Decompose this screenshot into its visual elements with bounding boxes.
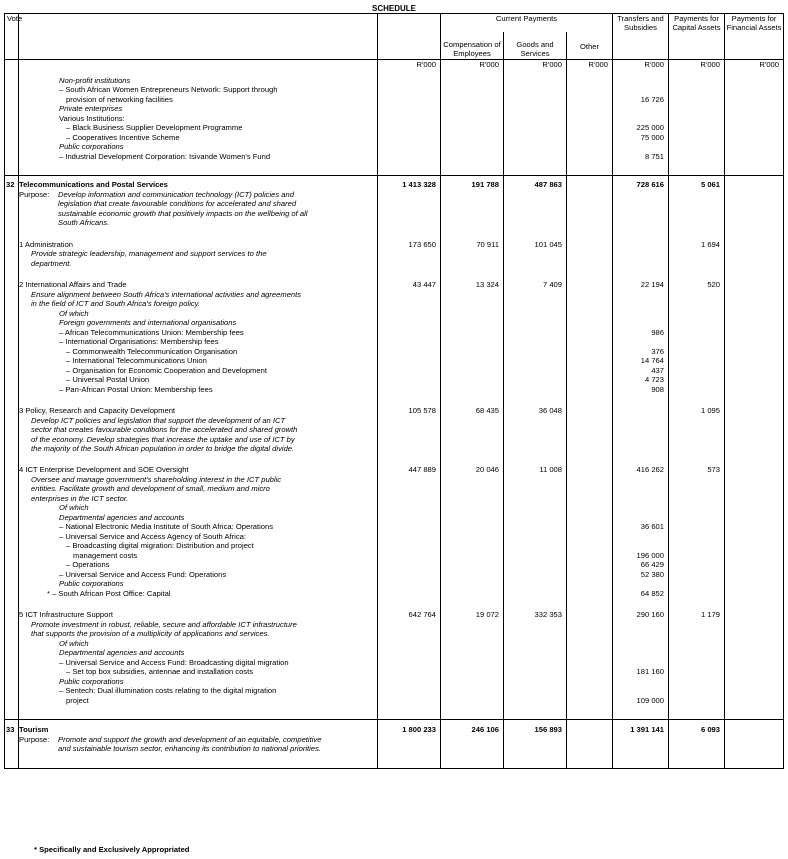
text-line: Promote investment in robust, reliable, secure and affordable ICT infrastructure <box>31 619 297 629</box>
transfer-value: 908 <box>651 384 664 394</box>
purpose-line: South Africans. <box>58 218 110 228</box>
vote-33-row <box>5 720 784 768</box>
purpose-label: Purpose: <box>19 189 50 199</box>
transfer-value: 290 160 <box>636 610 664 620</box>
transfer-value: 416 262 <box>636 465 664 475</box>
text-line: Departmental agencies and accounts <box>59 512 185 522</box>
transfer-value: 36 601 <box>640 522 664 532</box>
text-line: Of which <box>59 503 89 513</box>
vote-32-row <box>5 176 784 228</box>
text-line: Public corporations <box>59 676 124 686</box>
vote-number: 32 <box>5 176 19 228</box>
transfer-value <box>613 484 664 493</box>
programme-transfers <box>613 268 669 394</box>
text-line: in the field of ICT and South Africa's foreign policy. <box>31 299 201 309</box>
transfer-value <box>613 104 664 113</box>
transfer-value: 376 <box>651 346 664 356</box>
vote-transfers: 728 616 <box>613 176 669 228</box>
text-line: – Black Business Supplier Development Programme <box>66 123 243 133</box>
purpose-line: legislation that create favourable conditions for accelerated and shared <box>58 199 297 209</box>
vote-goods: 156 893 <box>504 720 567 768</box>
text-line: – Industrial Development Corporation: Isivande Women's Fund <box>59 151 271 161</box>
transfer-value: 225 000 <box>636 123 664 133</box>
transfer-value <box>613 494 664 503</box>
text-line: that supports the provision of a multiplicity of applications and services. <box>31 629 270 639</box>
header-capital-assets: Payments for Capital Assets <box>669 14 725 60</box>
text-line: – National Electronic Media Institute of South Africa: Operations <box>59 522 274 532</box>
programme-row <box>5 453 784 598</box>
text-line: Public corporations <box>59 579 124 589</box>
programme-comp: 19 072 <box>441 598 504 705</box>
unit-other: R'000 <box>567 59 613 71</box>
text-line: Ensure alignment between South Africa's international activities and agreements <box>31 289 302 299</box>
header-current-payments: Current Payments <box>441 14 613 33</box>
vote-comp: 246 106 <box>441 720 504 768</box>
vote-capital: 6 093 <box>669 720 725 768</box>
programme-lines <box>19 453 378 598</box>
purpose-label: Purpose: <box>19 734 50 744</box>
text-line: – International Organisations: Membership fees <box>59 337 219 347</box>
header-comp-employees: Compensation of Employees <box>441 32 504 59</box>
transfer-value: 22 194 <box>640 280 664 290</box>
programme-transfers <box>613 394 669 453</box>
text-line: provision of networking facilities <box>66 94 173 104</box>
transfer-value <box>613 114 664 123</box>
text-line: 1 Administration <box>19 239 74 249</box>
text-line: Oversee and manage government's shareholding interest in the ICT public <box>31 474 282 484</box>
programme-capital: 520 <box>669 268 725 394</box>
text-line: of the economy. Develop strategies that increase the uptake and use of ICT by <box>31 434 295 444</box>
text-line: – Commonwealth Telecommunication Organisation <box>66 346 238 356</box>
transfer-value <box>613 85 664 94</box>
text-line: 4 ICT Enterprise Development and SOE Oversight <box>19 465 189 475</box>
transfer-value <box>613 337 664 346</box>
text-line: – Operations <box>66 560 110 570</box>
transfer-value <box>613 513 664 522</box>
unit-total: R'000 <box>378 59 441 71</box>
unit-goods: R'000 <box>504 59 567 71</box>
unit-row <box>5 59 784 71</box>
text-line: * – South African Post Office: Capital <box>47 588 171 598</box>
text-line: Provide strategic leadership, management and support services to the <box>31 249 267 259</box>
programme-total: 642 764 <box>378 598 441 705</box>
transfer-value <box>613 76 664 85</box>
text-line: department. <box>31 258 72 268</box>
programme-goods: 101 045 <box>504 228 567 268</box>
text-line: – Organisation for Economic Cooperation and Development <box>66 365 267 375</box>
vote-total: 1 800 233 <box>378 720 441 768</box>
text-line: Departmental agencies and accounts <box>59 648 185 658</box>
text-line: management costs <box>73 550 138 560</box>
purpose-line: Promote and support the growth and development of an equitable, competitive <box>58 734 322 744</box>
transfer-value: 16 726 <box>640 94 664 104</box>
programme-lines <box>19 268 378 394</box>
programme-goods: 7 409 <box>504 268 567 394</box>
vote-transfers: 1 391 141 <box>613 720 669 768</box>
header-goods-services: Goods and Services <box>504 32 567 59</box>
programme-comp: 70 911 <box>441 228 504 268</box>
programme-capital: 1 179 <box>669 598 725 705</box>
transfer-value <box>613 318 664 327</box>
transfer-value <box>613 532 664 541</box>
programme-row <box>5 598 784 705</box>
text-line: – Pan-African Postal Union: Membership fees <box>59 384 213 394</box>
programme-lines <box>19 394 378 453</box>
text-line: – Universal Service and Access Fund: Broadcasting digital migration <box>59 657 289 667</box>
text-line: Foreign governments and international organisations <box>59 318 237 328</box>
header-transfers: Transfers and Subsidies <box>613 14 669 60</box>
transfer-value <box>613 541 664 550</box>
programme-total: 105 578 <box>378 394 441 453</box>
text-line: – International Telecommunications Union <box>66 356 207 366</box>
transfer-value <box>613 620 664 629</box>
text-line: 3 Policy, Research and Capacity Development <box>19 406 176 416</box>
transfer-value: 66 429 <box>640 560 664 570</box>
programme-lines <box>19 228 378 268</box>
text-line: – Sentech: Dual illumination costs relating to the digital migration <box>59 686 277 696</box>
transfer-value <box>613 629 664 638</box>
text-line: – Universal Service and Access Agency of South Africa: <box>59 531 246 541</box>
programme-transfers <box>613 228 669 268</box>
text-line: entities. Facilitate growth and development of small, medium and micro <box>31 484 270 494</box>
text-line: – African Telecommunications Union: Membership fees <box>59 327 244 337</box>
text-line: Various Institutions: <box>59 113 125 123</box>
continuation-row <box>5 71 784 161</box>
unit-comp: R'000 <box>441 59 504 71</box>
programme-total: 173 650 <box>378 228 441 268</box>
transfer-value <box>613 290 664 299</box>
programme-total: 447 889 <box>378 453 441 598</box>
programme-capital: 573 <box>669 453 725 598</box>
text-line: Of which <box>59 308 89 318</box>
text-line: the majority of the South African population in order to bridge the digital divide. <box>31 443 295 453</box>
transfer-value: 64 852 <box>640 588 664 598</box>
vote-other <box>567 176 613 228</box>
transfer-value: 109 000 <box>636 695 664 705</box>
vote-number: 33 <box>5 720 19 768</box>
transfer-value: 14 764 <box>640 356 664 366</box>
transfer-value <box>613 579 664 588</box>
vote-total: 1 413 328 <box>378 176 441 228</box>
programme-goods: 36 048 <box>504 394 567 453</box>
programme-comp: 20 046 <box>441 453 504 598</box>
programme-row <box>5 228 784 268</box>
header-vote: Vote <box>5 14 19 60</box>
schedule-table <box>4 13 784 769</box>
transfer-value: 196 000 <box>636 550 664 560</box>
transfer-value <box>613 686 664 695</box>
vote-purpose <box>58 735 321 754</box>
text-line: – Cooperatives Incentive Scheme <box>66 132 180 142</box>
text-line: enterprises in the ICT sector. <box>31 493 129 503</box>
text-line: – Universal Service and Access Fund: Operations <box>59 569 227 579</box>
vote-other <box>567 720 613 768</box>
footnote: * Specifically and Exclusively Appropriated <box>34 845 190 854</box>
vote-capital: 5 061 <box>669 176 725 228</box>
vote-financial <box>725 176 784 228</box>
unit-transfers: R'000 <box>613 59 669 71</box>
vote-financial <box>725 720 784 768</box>
schedule-title: SCHEDULE <box>371 4 416 13</box>
transfer-value <box>613 648 664 657</box>
text-line: Non-profit institutions <box>59 76 131 85</box>
header-financial-assets: Payments for Financial Assets <box>725 14 784 60</box>
text-line: – Set top box subsidies, antennae and installation costs <box>66 667 254 677</box>
programme-transfers <box>613 453 669 598</box>
programme-goods: 11 008 <box>504 453 567 598</box>
header-row <box>5 14 784 33</box>
programme-lines <box>19 598 378 705</box>
transfer-value <box>613 299 664 308</box>
text-line: project <box>66 695 89 705</box>
transfer-value <box>613 639 664 648</box>
text-line: – South African Women Entrepreneurs Network: Support through <box>59 85 278 95</box>
programme-comp: 68 435 <box>441 394 504 453</box>
transfer-value <box>613 677 664 686</box>
text-line: Of which <box>59 638 89 648</box>
transfer-value <box>613 658 664 667</box>
vote-comp: 191 788 <box>441 176 504 228</box>
transfer-value <box>613 309 664 318</box>
text-line: Public corporations <box>59 142 124 152</box>
continuation-lines <box>19 71 378 161</box>
programme-goods: 332 353 <box>504 598 567 705</box>
text-line: – Broadcasting digital migration: Distribution and project <box>66 541 254 551</box>
purpose-line: sustainable economic growth that positively impacts on the wellbeing of all <box>58 208 308 218</box>
vote-name: Telecommunications and Postal Services <box>19 180 168 190</box>
programme-total: 43 447 <box>378 268 441 394</box>
unit-capital: R'000 <box>669 59 725 71</box>
purpose-line: and sustainable tourism sector, enhancing its contribution to national priorities. <box>58 744 321 754</box>
programme-capital: 1 095 <box>669 394 725 453</box>
unit-financial: R'000 <box>725 59 784 71</box>
text-line: sector that creates favourable conditions for the accelerated and shared growth <box>31 425 298 435</box>
transfer-value <box>613 503 664 512</box>
programme-row <box>5 268 784 394</box>
text-line: Develop ICT policies and legislation that support the development of an ICT <box>31 415 286 425</box>
vote-goods: 487 863 <box>504 176 567 228</box>
programme-capital: 1 694 <box>669 228 725 268</box>
text-line: 2 International Affairs and Trade <box>19 280 127 290</box>
text-line: 5 ICT Infrastructure Support <box>19 610 113 620</box>
vote-name: Tourism <box>19 725 49 735</box>
text-line: Private enterprises <box>59 104 123 114</box>
transfer-value: 437 <box>651 365 664 375</box>
transfer-value: 75 000 <box>640 132 664 142</box>
transfer-value: 8 751 <box>644 151 664 161</box>
transfer-value: 52 380 <box>640 569 664 579</box>
purpose-line: Develop information and communication technology (ICT) policies and <box>58 189 294 199</box>
continuation-transfers <box>613 71 669 161</box>
vote-purpose <box>58 190 307 228</box>
text-line: – Universal Postal Union <box>66 375 150 385</box>
transfer-value <box>613 142 664 151</box>
header-other: Other <box>567 32 613 59</box>
transfer-value <box>613 475 664 484</box>
transfer-value: 986 <box>651 327 664 337</box>
transfer-value: 181 160 <box>636 667 664 677</box>
programme-row <box>5 394 784 453</box>
programme-comp: 13 324 <box>441 268 504 394</box>
programme-transfers <box>613 598 669 705</box>
transfer-value: 4 723 <box>644 375 664 385</box>
